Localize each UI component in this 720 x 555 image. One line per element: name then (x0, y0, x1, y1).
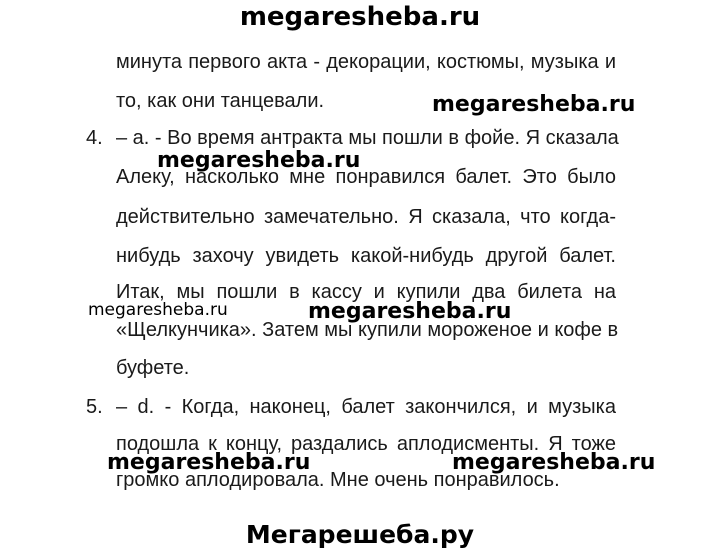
text-line: – a. - Во время антракта мы пошли в фойе. Я сказала (116, 127, 619, 149)
watermark: megaresheba.ru (308, 299, 512, 324)
watermark: megaresheba.ru (452, 450, 656, 475)
item-number-5: 5. (86, 396, 103, 418)
text-line: Итак, мы пошли в кассу и купили два билета на (116, 281, 616, 303)
text-line: подошла к концу, раздались аплодисменты. Я тоже (116, 433, 616, 455)
watermark: megaresheba.ru (157, 148, 361, 173)
text-line: Алеку, насколько мне понравился балет. Это было (116, 166, 616, 188)
item-number-4: 4. (86, 127, 103, 149)
text-line: буфете. (116, 357, 190, 379)
watermark: megaresheba.ru (432, 92, 636, 117)
text-line: «Щелкунчика». Затем мы купили мороженое и кофе в (116, 319, 619, 341)
text-line: минута первого акта - декорации, костюмы, музыка и (116, 51, 616, 73)
text-line: действительно замечательно. Я сказала, что когда- (116, 206, 616, 228)
text-line: то, как они танцевали. (116, 90, 325, 112)
site-header: megaresheba.ru (239, 2, 481, 32)
text-line: громко аплодировала. Мне очень понравилось. (116, 469, 560, 491)
text-line: – d. - Когда, наконец, балет закончился, и музыка (116, 396, 616, 418)
watermark: megaresheba.ru (88, 300, 228, 320)
text-line: нибудь захочу увидеть какой-нибудь другой балет. (116, 245, 616, 267)
watermark: megaresheba.ru (107, 450, 311, 475)
site-footer: Мегарешеба.ру (245, 520, 475, 549)
